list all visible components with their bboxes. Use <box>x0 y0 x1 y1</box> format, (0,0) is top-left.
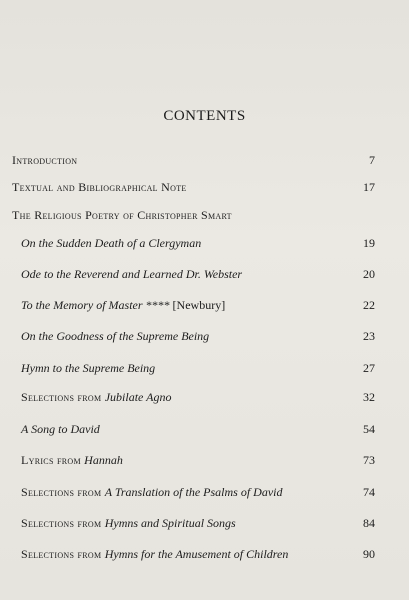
toc-entry-prefix: Introduction <box>12 153 78 167</box>
toc-entry-title: A Song to David <box>21 422 100 436</box>
toc-entry-selection <box>0 483 409 501</box>
toc-entry-page: 74 <box>363 485 375 499</box>
toc-entry-label <box>12 178 187 196</box>
toc-entry-selection <box>0 388 409 406</box>
toc-entry-page: 17 <box>363 180 375 194</box>
toc-entry-label <box>12 206 232 224</box>
toc-entry-title: On the Goodness of the Supreme Being <box>21 329 210 343</box>
toc-entry-poem <box>0 327 409 345</box>
toc-entry-page: 19 <box>363 236 375 250</box>
toc-entry-selection <box>0 514 409 532</box>
toc-entry-page: 23 <box>363 329 375 343</box>
toc-entry-page: 54 <box>363 422 375 436</box>
toc-entry-label <box>21 545 288 563</box>
toc-entry-prefix: Selections from <box>21 485 105 499</box>
toc-entry-title: Jubilate Agno <box>104 390 172 404</box>
toc-entry-label <box>21 296 225 314</box>
toc-entry-label <box>21 420 100 438</box>
toc-entry-prefix: Selections from <box>21 390 105 404</box>
toc-entry-title: Hannah <box>84 453 123 467</box>
toc-entry-page: 27 <box>363 361 375 375</box>
toc-entry-title: A Translation of the Psalms of David <box>104 485 283 499</box>
toc-entry-page: 32 <box>363 390 375 404</box>
toc-entry-introduction <box>0 151 409 169</box>
toc-entry-label <box>21 451 123 469</box>
toc-entry-page: 90 <box>363 547 375 561</box>
toc-entry-label <box>21 388 171 406</box>
toc-entry-poem <box>0 234 409 252</box>
toc-entry-title: On the Sudden Death of a Clergyman <box>21 236 202 250</box>
toc-entry-poem <box>0 420 409 438</box>
toc-entry-page: 84 <box>363 516 375 530</box>
page-title: CONTENTS <box>163 108 246 124</box>
toc-entry-label <box>21 359 155 377</box>
toc-entry-title: To the Memory of Master **** <box>21 298 170 312</box>
toc-entry-prefix: Selections from <box>21 516 105 530</box>
toc-entry-title: Hymns and Spiritual Songs <box>104 516 236 530</box>
toc-entry-prefix: Lyrics from <box>21 453 85 467</box>
toc-entry-label <box>21 514 236 532</box>
toc-entry-label <box>12 151 77 169</box>
toc-entry-suffix: [Newbury] <box>169 298 226 312</box>
toc-entry-label <box>21 265 242 283</box>
toc-entry-poem <box>0 296 409 314</box>
toc-entry-selection <box>0 545 409 563</box>
toc-section-heading <box>0 206 409 224</box>
toc-entry-page: 7 <box>369 153 375 167</box>
toc-entry-label <box>21 327 209 345</box>
toc-entry-prefix: Textual and Bibliographical Note <box>12 180 187 194</box>
toc-entry-page: 73 <box>363 453 375 467</box>
toc-entry-lyrics <box>0 451 409 469</box>
toc-entry-label <box>21 234 201 252</box>
toc-entry-page: 22 <box>363 298 375 312</box>
toc-entry-textual-note <box>0 178 409 196</box>
toc-entry-poem <box>0 359 409 377</box>
toc-entry-title: Ode to the Reverend and Learned Dr. Webster <box>21 267 243 281</box>
toc-entry-prefix: Selections from <box>21 547 105 561</box>
toc-entry-label <box>21 483 283 501</box>
toc-entry-poem <box>0 265 409 283</box>
toc-entry-title: Hymns for the Amusement of Children <box>104 547 289 561</box>
toc-entry-page: 20 <box>363 267 375 281</box>
toc-entry-title: Hymn to the Supreme Being <box>21 361 156 375</box>
toc-entry-prefix: The Religious Poetry of Christopher Smart <box>12 208 232 222</box>
